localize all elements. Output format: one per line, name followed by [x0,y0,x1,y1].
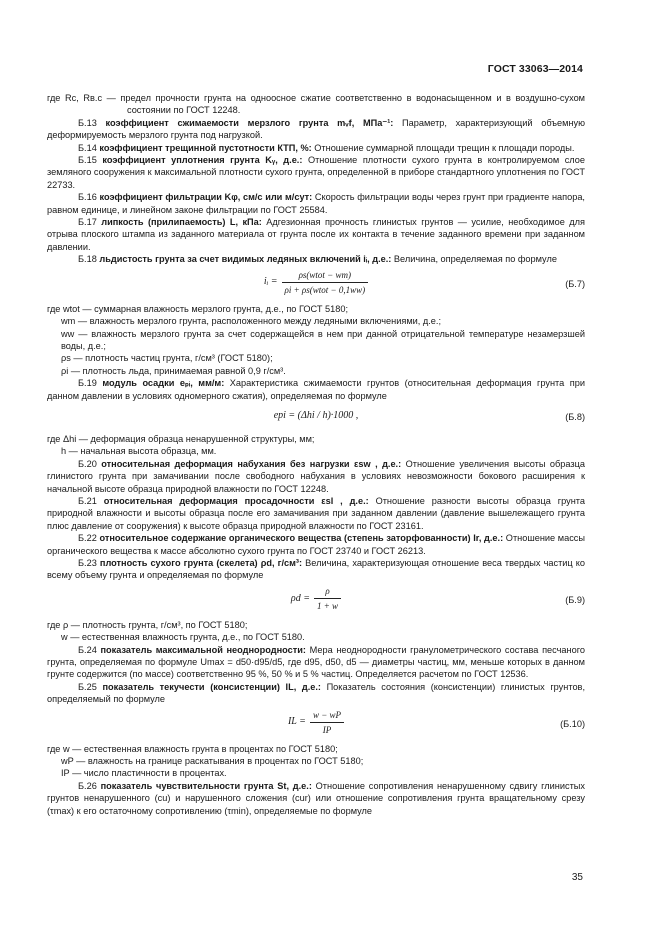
clause-b26 [47,780,585,817]
term-text: Мера неоднородности гранулометрического состава песчаного грунта, определяемая по формуле Umax = d50·d95/d5, где d95, d50, d5 — диаметры частиц, мм, меньше которых в данном грунте содержится (по массе) соответственно 95 %, 50 % и 5 % частиц. Определяется расчетом по ГОСТ 12536. [47,644,585,680]
formula-b9 [47,585,585,615]
clause-b14 [47,142,585,154]
where-h: h — начальная высота образца, мм. [61,446,217,457]
fraction [282,269,369,297]
clause-number: Б.16 [78,192,97,203]
clause-number: Б.18 [78,254,97,265]
clause-number: Б.14 [78,142,97,153]
formula-number: (Б.8) [565,411,585,422]
denominator: 1 + w [316,601,339,612]
term-text: Параметр, характеризующий объемную деформируемость мерзлого грунта под нагрузкой. [47,117,585,141]
page-number: 35 [571,872,583,883]
clause-number: Б.21 [78,495,97,506]
term-text: Отношение массы органического вещества к массе абсолютно сухого грунта по ГОСТ 23740 и ГОСТ 26213. [47,533,585,556]
where-wp: wP — влажность на границе раскатывания в процентах по ГОСТ 5180; [61,756,364,767]
term-text: Величина, определяемая по формуле [391,254,557,265]
fraction [310,709,344,737]
formula-number: (Б.10) [560,718,585,729]
term-title: коэффициент трещинной пустотности КТП, %: [99,142,312,153]
fraction [314,585,341,613]
term-title: модуль осадки eₚᵢ, мм/м: [102,378,225,389]
numerator: ρs(wtot − wm) [282,269,369,283]
term-text: Отношение сопротивления ненарушенному сдвигу глинистых грунтов ненарушенного (cu) и нарушенного сложения (cur) или отношение сопротивления грунта вращательному срезу (τmax) к его остаточному сопротивлению (τmin), определяемые по формуле [47,780,585,816]
where-wm: wm — влажность мерзлого грунта, расположенного между ледяными включениями, д.е.; [61,316,442,327]
formula-body [47,585,585,613]
term-title: коэффициент фильтрации Kφ, см/с или м/сут: [99,192,313,203]
where-w: w — естественная влажность грунта, д.е., по ГОСТ 5180. [61,632,305,643]
term-text: Показатель состояния (консистенции) глинистых грунтов, определяемый по формуле [47,681,585,705]
numerator: w − wP [310,709,344,723]
clause-number: Б.24 [78,644,97,655]
term-text: Отношение суммарной площади трещин к площади породы. [311,142,575,153]
clause-b21 [47,495,585,532]
document-body [47,92,585,817]
clause-b18 [47,253,585,265]
formula-number: (Б.7) [565,278,585,289]
clause-b17 [47,216,585,253]
term-title: коэффициент уплотнения грунта Kᵧ, д.е.: [102,155,303,166]
clause-number: Б.22 [78,533,97,544]
formula-body: epi = (Δhi / h)·1000 , [273,409,359,421]
formula-body [47,709,585,737]
clause-b22 [47,532,585,557]
formula-lhs: iᵢ = [263,276,278,288]
clause-b16 [47,191,585,216]
term-title: липкость (прилипаемость) L, кПа: [101,217,262,228]
formula-body [47,269,585,297]
term-text: Величина, характеризующая отношение веса твердых частиц ко всему объему грунта и определяемая по формуле [47,558,585,581]
term-title: относительная деформация просадочности εsl , д.е.: [103,495,369,506]
document-header: ГОСТ 33063—2014 [487,63,583,75]
formula-b8 [47,405,585,429]
formula-lhs: IL = [287,716,306,728]
clause-number: Б.15 [78,155,97,166]
clause-number: Б.13 [78,117,97,128]
term-title: коэффициент сжимаемости мерзлого грунта mᵥf, МПа⁻¹: [105,117,394,128]
term-title: плотность сухого грунта (скелета) ρd, г/см³: [99,558,303,568]
clause-number: Б.19 [78,378,97,389]
formula-lhs: ρd = [290,592,310,604]
term-text: Отношение разности высоты образца грунта природной влажности и высоты образца после его замачивания при заданном давлении (давление вышележащего грунта плюс давление от сооружения) к высоте образца природной влажности по ГОСТ 23161. [47,495,585,531]
clause-number: Б.20 [78,458,97,469]
clause-number: Б.17 [78,217,97,228]
clause-b25 [47,681,585,706]
clause-b13 [47,117,585,142]
term-title: показатель максимальной неоднородности: [100,644,306,655]
numerator: ρ [314,585,341,599]
clause-b19 [47,377,585,402]
clause-b15 [47,154,585,191]
term-text: Отношение увеличения высоты образца глинистого грунта при замачивании после свободного набухания в условиях невозможности бокового расширения к начальной высоте образца природной влажности по ГОСТ 12248. [47,458,586,494]
term-title: показатель чувствительности грунта St, д.е.: [100,780,312,791]
where-ip: IP — число пластичности в процентах. [61,768,227,779]
formula-b10 [47,709,585,739]
denominator: ρi + ρs(wtot − 0,1ww) [284,285,366,296]
term-title: относительная деформация набухания без нагрузки εsw , д.е.: [101,458,402,469]
term-text: Отношение плотности сухого грунта в контролируемом слое земляного сооружения к максимальной плотности сухого грунта, определенной в приборе стандартного уплотнения по ГОСТ 22733. [47,155,585,190]
clause-number: Б.23 [78,558,97,568]
term-title: показатель текучести (консистенции) IL, д.е.: [102,681,321,692]
where-wtot: где wtot — суммарная влажность мерзлого грунта, д.е., по ГОСТ 5180; [47,303,349,314]
where-dh: где Δhi — деформация образца ненарушенной структуры, мм; [47,433,315,444]
definition-rc: где Rс, Rв.с — предел прочности грунта на одноосное сжатие соответственно в водонасыщенном и в воздушно-сухом состоянии по ГОСТ 12248. [47,93,585,116]
denominator: IP [322,725,332,736]
clause-b23 [47,557,585,582]
where-rhos: ρs — плотность частиц грунта, г/см³ (ГОСТ 5180); [61,353,273,364]
formula-b7 [47,269,585,299]
term-title: льдистость грунта за счет видимых ледяных включений iᵢ, д.е.: [99,254,392,265]
where-rho: где ρ — плотность грунта, г/см³, по ГОСТ 5180; [47,619,248,630]
term-text: Скорость фильтрации воды через грунт при градиенте напора, равном единице, и линейном законе фильтрации по ГОСТ 25584. [47,192,585,215]
where-ww: ww — влажность мерзлого грунта за счет содержащейся в нем при данной отрицательной температуре незамерзшей воды, д.е.; [61,328,585,351]
clause-number: Б.26 [78,780,97,791]
clause-b24 [47,644,585,681]
formula-number: (Б.9) [565,594,585,605]
term-title: относительное содержание органического вещества (степень заторфованности) Ir, д.е.: [99,533,504,544]
where-w-natural: где w — естественная влажность грунта в процентах по ГОСТ 5180; [47,743,338,754]
clause-number: Б.25 [78,681,97,692]
where-rhoi: ρi — плотность льда, принимаемая равной 0,9 г/см³. [61,365,286,376]
clause-b20 [47,458,585,495]
term-text: Адгезионная прочность глинистых грунтов — усилие, необходимое для отрыва плоского штампа из заданного материала от грунта после их контакта в течение заданного времени при заданном давлении. [47,217,585,252]
term-text: Характеристика сжимаемости грунтов (относительная деформация грунта при данном давлении в условиях одномерного сжатия), определяемая по формуле [47,378,585,401]
